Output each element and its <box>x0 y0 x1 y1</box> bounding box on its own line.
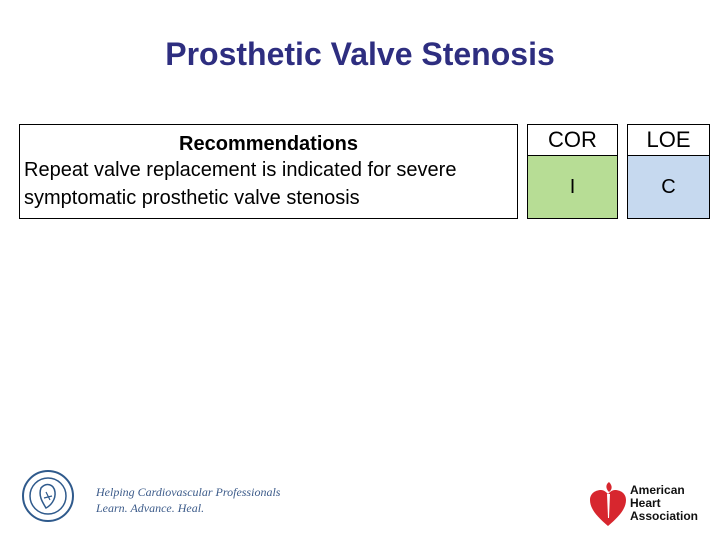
column-gap <box>518 156 528 219</box>
column-gap <box>518 125 528 156</box>
column-gap <box>618 125 628 156</box>
recommendation-table <box>19 124 710 219</box>
acc-tagline-line2: Learn. Advance. Heal. <box>96 501 205 515</box>
table-header-row <box>20 125 710 156</box>
column-gap <box>618 156 628 219</box>
acc-seal-logo <box>22 470 74 522</box>
aha-wordmark <box>630 484 698 523</box>
cor-value: I <box>528 156 618 219</box>
acc-tagline <box>96 484 280 516</box>
table-row <box>20 156 710 219</box>
recommendation-text: Repeat valve replacement is indicated for severe symptomatic prosthetic valve stenosis <box>20 156 518 219</box>
acc-tagline-line1: Helping Cardiovascular Professionals <box>96 485 281 499</box>
aha-line3: Association <box>630 509 699 523</box>
aha-line1: American <box>630 483 685 497</box>
slide-title: Prosthetic Valve Stenosis <box>165 36 555 72</box>
header-loe: LOE <box>628 125 710 156</box>
header-cor: COR <box>528 125 618 156</box>
aha-line2: Heart <box>630 496 661 510</box>
loe-value: C <box>628 156 710 219</box>
header-recommendations: Recommendations <box>20 125 518 156</box>
heart-torch-icon <box>588 478 628 528</box>
